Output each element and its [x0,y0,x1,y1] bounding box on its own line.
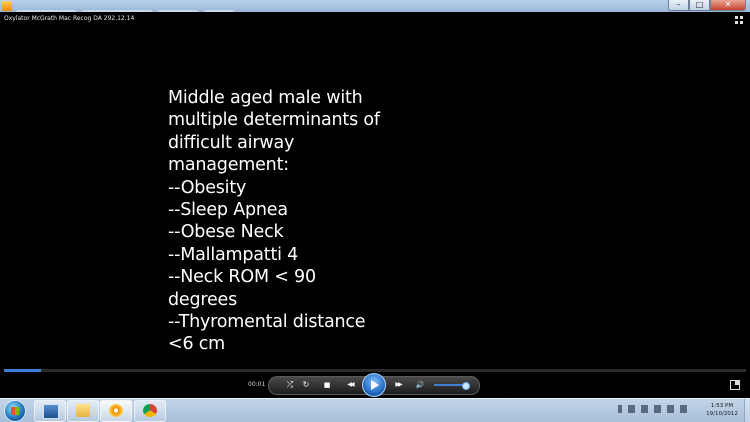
slide-line: <6 cm [168,334,226,355]
video-title: Oxylator McGrath Mac Recog DA 292.12.14 [4,15,135,22]
media-player-app-icon [2,1,12,11]
action-center-flag-icon[interactable] [641,405,648,413]
elapsed-time: 00:01 [248,381,266,388]
window-title-bar[interactable] [0,0,750,12]
minimize-button[interactable]: – [668,0,689,11]
volume-icon[interactable]: 🔊 [415,381,425,389]
taskbar-app-computer[interactable] [34,400,66,422]
slide-text [168,87,388,356]
slide-line: --Obesity [168,177,247,198]
next-icon[interactable]: ▶▶ [395,381,401,388]
fullscreen-icon[interactable] [730,380,740,390]
show-desktop-button[interactable] [744,399,750,422]
video-display[interactable] [0,28,750,368]
clock-date: 19/10/2012 [706,411,738,417]
slide-line: management: [168,155,289,176]
slide-line: --Mallampatti 4 [168,244,299,265]
slide-line: --Sleep Apnea [168,200,288,221]
close-button[interactable]: ✕ [710,0,746,11]
bluetooth-icon[interactable] [628,405,635,413]
taskbar-app-chrome[interactable] [134,400,166,422]
slide-line: Middle aged male with [168,88,363,108]
shuffle-icon[interactable]: ⤮ [286,380,294,389]
folder-icon [76,404,90,417]
system-clock[interactable] [700,402,744,418]
show-hidden-icons-icon[interactable] [618,405,622,413]
background-window-tabs [16,2,246,10]
chrome-icon [143,404,157,417]
start-button[interactable] [4,400,26,422]
system-tray[interactable] [618,405,687,417]
computer-icon [43,404,59,419]
slide-line: --Neck ROM < 90 [168,267,316,288]
taskbar-app-explorer[interactable] [67,400,99,422]
play-button[interactable] [362,373,386,397]
slide-line: degrees [168,289,238,310]
media-player-icon [109,404,123,417]
stop-icon[interactable]: ■ [323,381,331,389]
clock-time: 1:53 PM [710,403,734,409]
taskbar-app-media-player[interactable] [100,400,132,422]
player-header [0,12,750,28]
slide-line: --Thyromental distance [168,312,366,333]
switch-layout-icon[interactable] [735,16,744,25]
battery-icon[interactable] [667,405,674,413]
windows-taskbar [0,398,750,422]
maximize-button[interactable]: □ [689,0,710,11]
slide-line: --Obese Neck [168,222,284,243]
previous-icon[interactable]: ◀◀ [347,381,353,388]
window-controls [668,0,746,11]
repeat-icon[interactable]: ↻ [302,380,310,389]
volume-slider-knob[interactable] [462,382,470,390]
speaker-icon[interactable] [680,405,687,413]
network-icon[interactable] [654,405,661,413]
slide-line: difficult airway [168,132,295,153]
slide-line: multiple determinants of [168,110,380,131]
playback-controls [0,372,750,398]
